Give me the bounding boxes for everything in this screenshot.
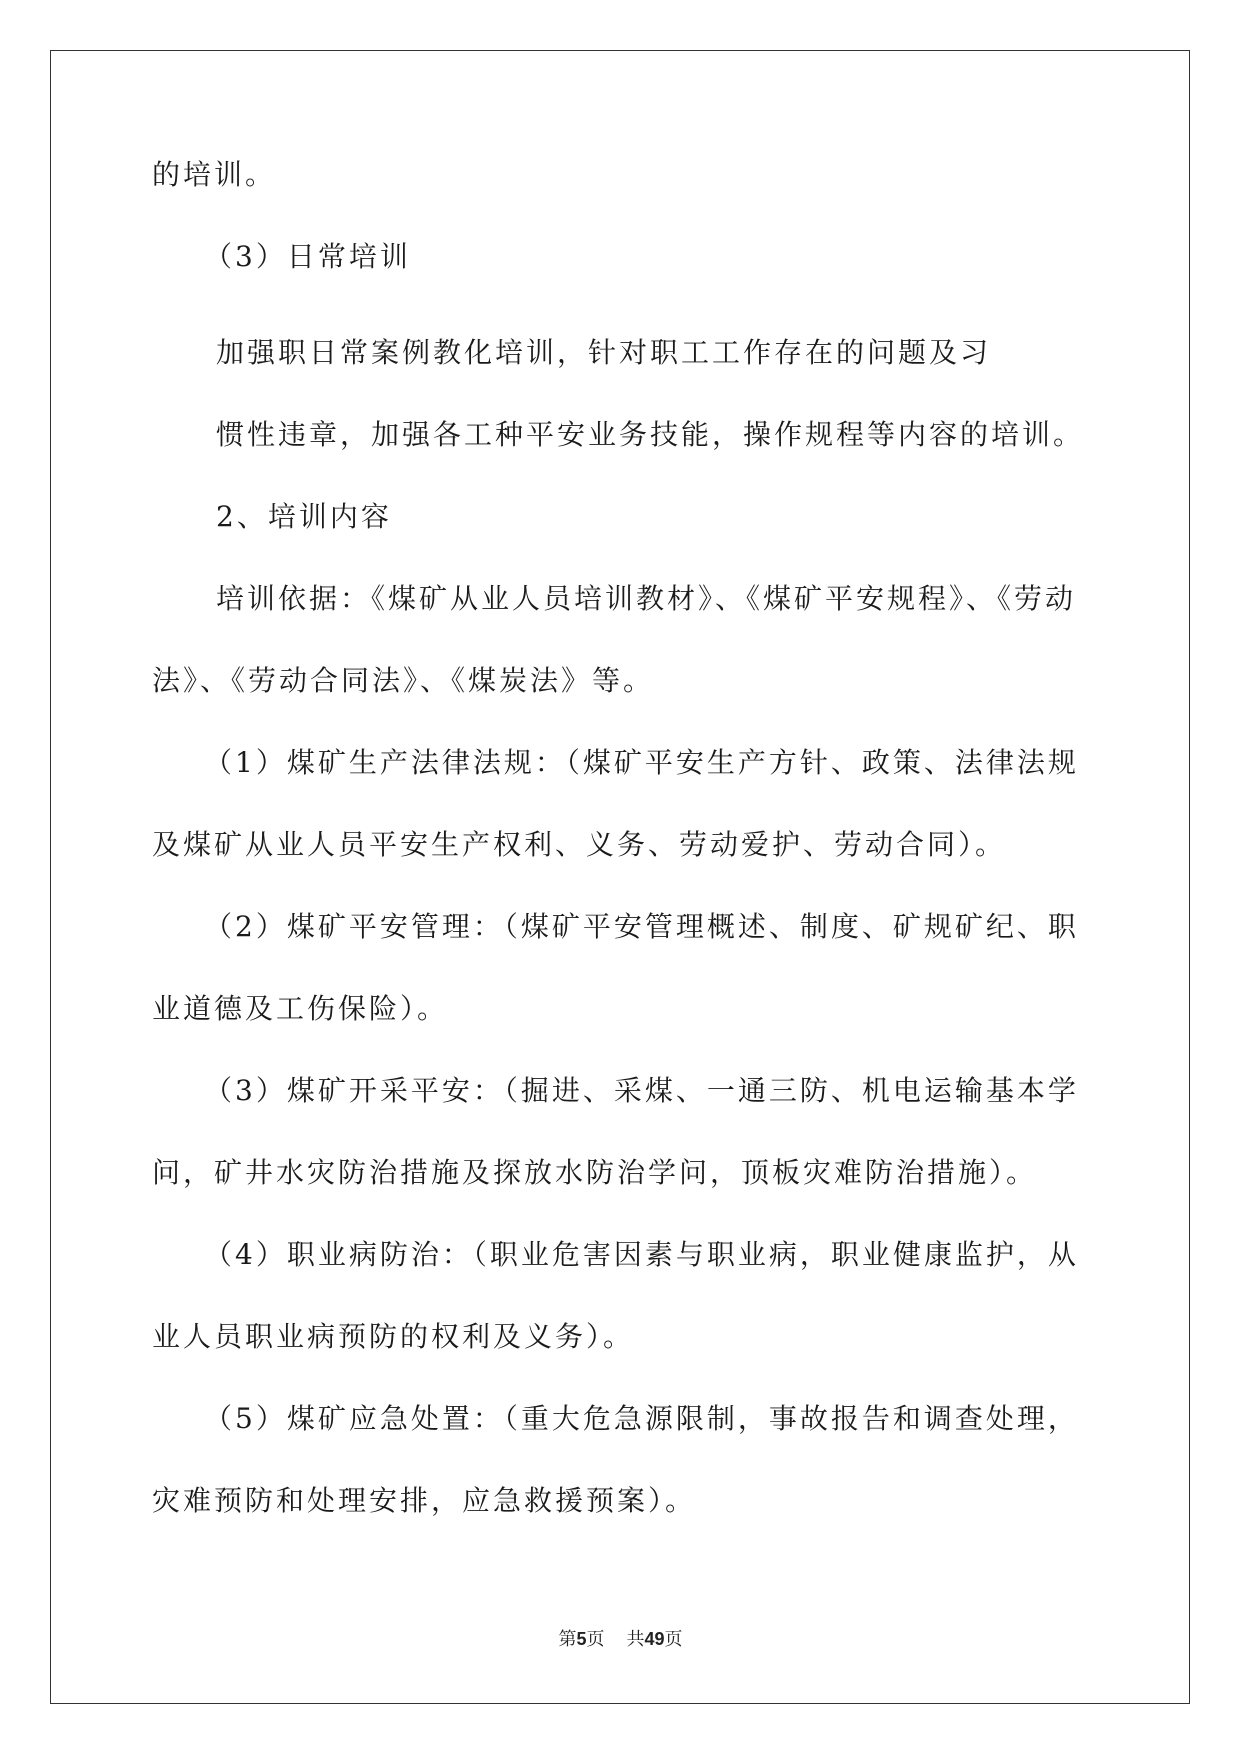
list-item: （4）职业病防治：（职业危害因素与职业病，职业健康监护，从 — [204, 1238, 1079, 1271]
body-line: 灾难预防和处理安排，应急救援预案）。 — [152, 1484, 697, 1517]
body-line: 问，矿井水灾防治措施及探放水防治学问，顶板灾难防治措施）。 — [152, 1156, 1038, 1189]
page-current: 5 — [576, 1629, 587, 1649]
body-line: 惯性违章，加强各工种平安业务技能，操作规程等内容的培训。 — [216, 418, 1085, 451]
list-item: （1）煤矿生产法律法规：（煤矿平安生产方针、政策、法律法规 — [204, 746, 1079, 779]
page-unit: 页 — [586, 1629, 605, 1650]
body-line: 的培训。 — [152, 158, 277, 191]
total-prefix: 共 — [626, 1629, 645, 1650]
total-unit: 页 — [664, 1629, 683, 1650]
list-item: （5）煤矿应急处置：（重大危急源限制，事故报告和调查处理， — [204, 1402, 1079, 1435]
list-item: （3）煤矿开采平安：（掘进、采煤、一通三防、机电运输基本学 — [204, 1074, 1079, 1107]
body-line: 业人员职业病预防的权利及义务）。 — [152, 1320, 635, 1353]
page-border — [50, 50, 1190, 1704]
page-prefix: 第 — [558, 1629, 577, 1650]
body-line: 培训依据：《煤矿从业人员培训教材》、《煤矿平安规程》、《劳动 — [216, 582, 1077, 615]
page-footer — [0, 1627, 1241, 1652]
body-line: 加强职日常案例教化培训，针对职工工作存在的问题及习 — [216, 336, 992, 369]
list-item: （2）煤矿平安管理：（煤矿平安管理概述、制度、矿规矿纪、职 — [204, 910, 1079, 943]
body-line: 法》、《劳动合同法》、《煤炭法》等。 — [152, 664, 655, 697]
section-heading: （3）日常培训 — [204, 240, 411, 273]
section-heading: 2、培训内容 — [216, 500, 392, 533]
body-line: 业道德及工伤保险）。 — [152, 992, 449, 1025]
page-total: 49 — [644, 1629, 665, 1649]
body-line: 及煤矿从业人员平安生产权利、义务、劳动爱护、劳动合同）。 — [152, 828, 1007, 861]
